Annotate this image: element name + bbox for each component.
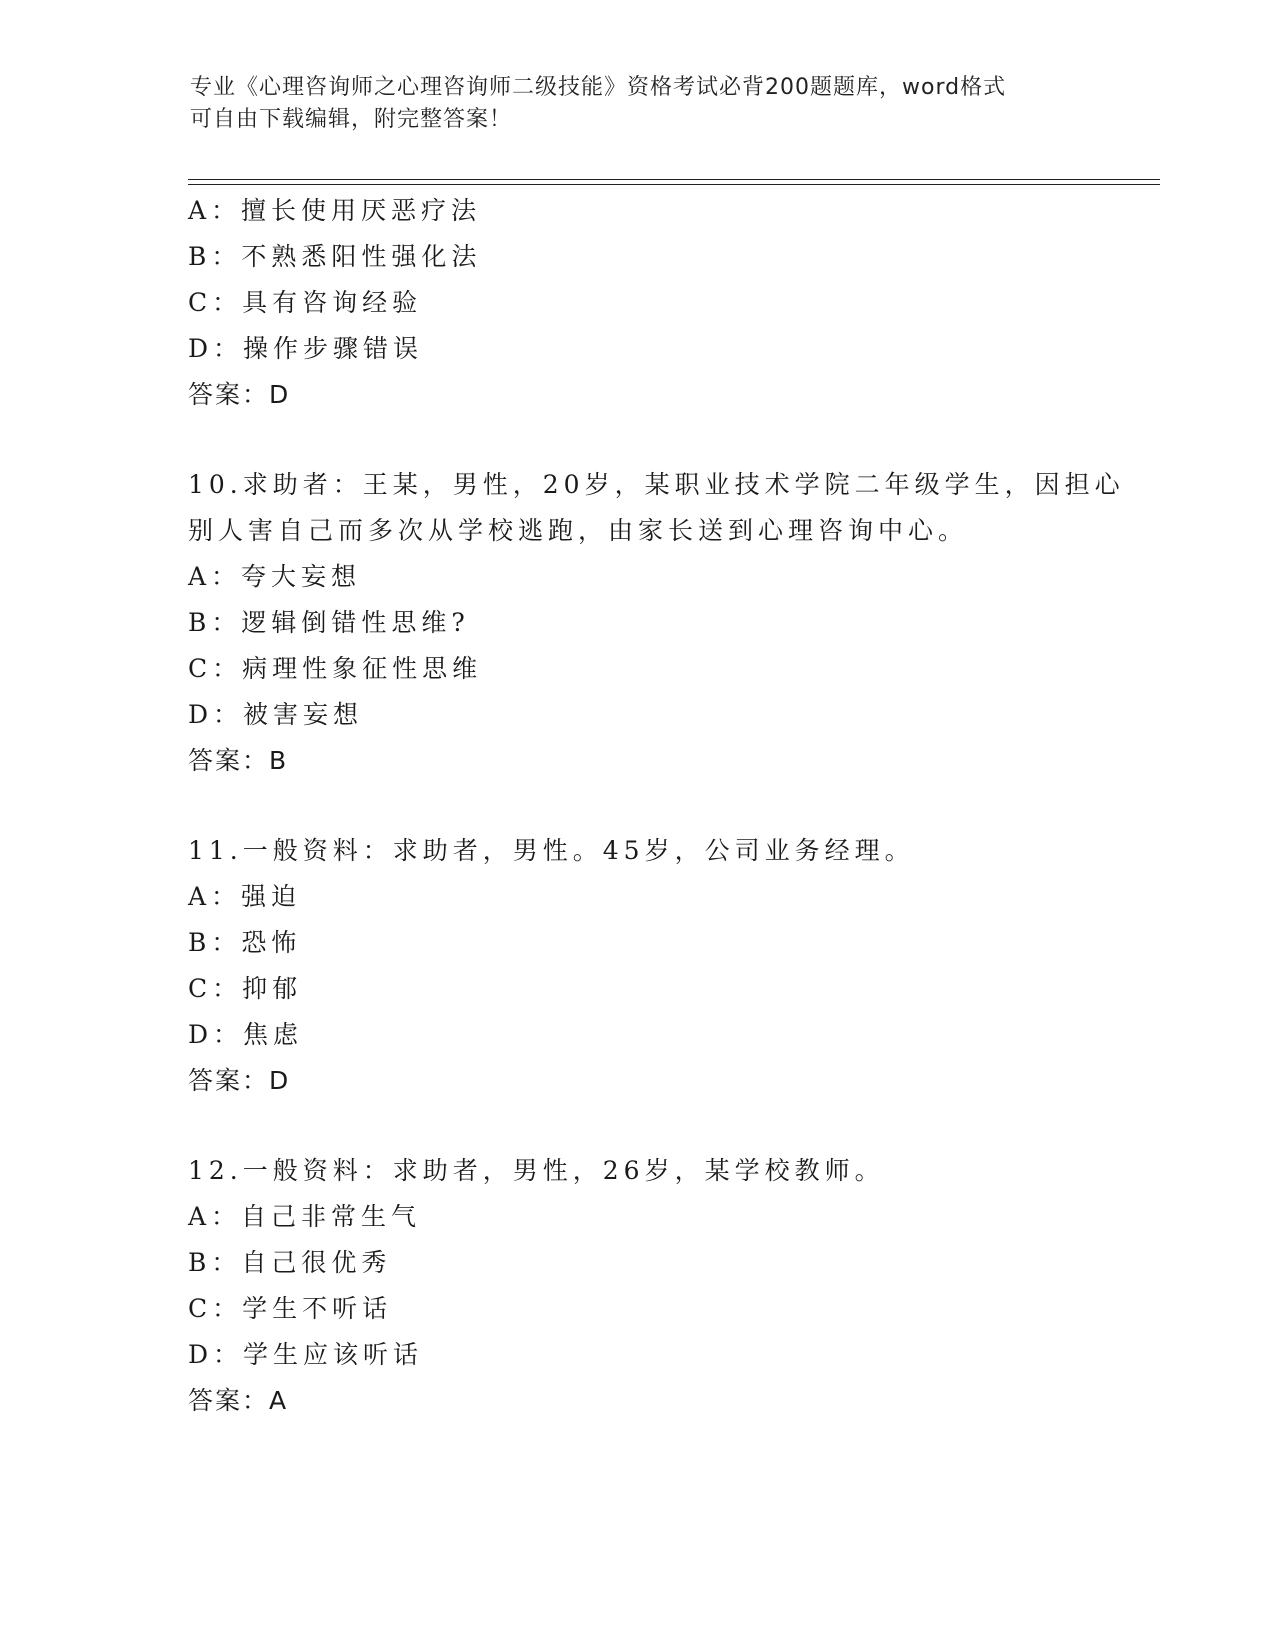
question-block-12 (188, 1148, 1148, 1424)
document-header (190, 72, 1090, 136)
option-d: D：操作步骤错误 (188, 334, 424, 363)
header-divider-top (188, 179, 1160, 180)
header-title-line-2: 可自由下载编辑，附完整答案！ (190, 107, 513, 132)
question-list (188, 188, 1148, 1424)
spacer (188, 418, 1148, 462)
option-a: A：强迫 (188, 882, 302, 911)
question-stem: 10.求助者：王某，男性，20岁，某职业技术学院二年级学生，因担心 (188, 470, 1125, 499)
question-stem: 12.一般资料：求助者，男性，26岁，某学校教师。 (188, 1156, 885, 1185)
option-a: A：夸大妄想 (188, 562, 362, 591)
option-b: B：恐怖 (188, 928, 302, 957)
option-d: D：被害妄想 (188, 700, 364, 729)
spacer (188, 784, 1148, 828)
answer-line: 答案：B (188, 746, 289, 775)
option-c: C：病理性象征性思维 (188, 654, 483, 683)
option-a: A：自己非常生气 (188, 1202, 422, 1231)
header-title-line-1: 专业《心理咨询师之心理咨询师二级技能》资格考试必背200题题库，word格式 (190, 75, 1007, 100)
option-d: D：学生应该听话 (188, 1340, 424, 1369)
question-block-9 (188, 188, 1148, 418)
option-d: D：焦虑 (188, 1020, 304, 1049)
answer-line: 答案：A (188, 1386, 289, 1415)
header-divider-bottom (188, 184, 1160, 185)
answer-line: 答案：D (188, 1066, 291, 1095)
question-stem: 11.一般资料：求助者，男性。45岁，公司业务经理。 (188, 836, 915, 865)
answer-line: 答案：D (188, 380, 291, 409)
option-b: B：自己很优秀 (188, 1248, 392, 1277)
spacer (188, 1104, 1148, 1148)
option-a: A：擅长使用厌恶疗法 (188, 196, 482, 225)
option-b: B：不熟悉阳性强化法 (188, 242, 482, 271)
question-block-11 (188, 828, 1148, 1104)
option-c: C：学生不听话 (188, 1294, 393, 1323)
question-block-10 (188, 462, 1148, 784)
option-c: C：具有咨询经验 (188, 288, 423, 317)
question-stem-continued: 别人害自己而多次从学校逃跑，由家长送到心理咨询中心。 (188, 516, 969, 545)
option-c: C：抑郁 (188, 974, 303, 1003)
option-b: B：逻辑倒错性思维? (188, 608, 470, 637)
